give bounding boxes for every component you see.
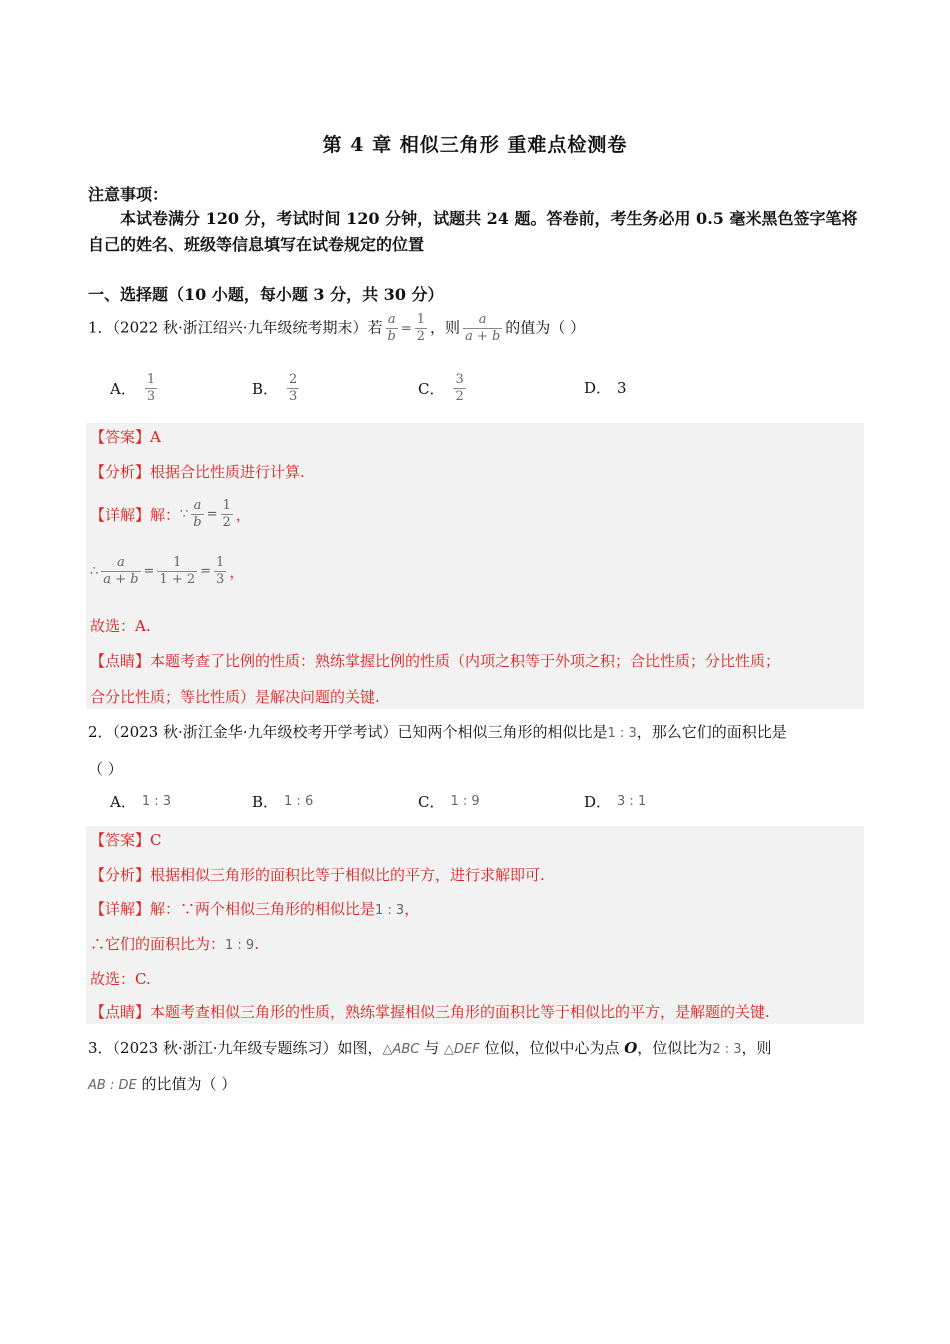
q1-d2-equals-2: =	[200, 563, 212, 579]
q2-option-b[interactable]	[252, 788, 313, 816]
q1-d2-den1: a + b	[103, 572, 139, 587]
q2-choose: 故选：C.	[90, 970, 151, 988]
q1-detail-num-a: a	[193, 498, 202, 513]
q2-option-d-value: 3 : 1	[617, 794, 647, 809]
q1-stem-prefix: 1．（2022 秋·浙江绍兴·九年级统考期末）若	[88, 318, 383, 337]
q1-cond-rden: 2	[416, 329, 426, 344]
q2-stem-tail: ，那么它们的面积比是	[636, 723, 787, 741]
q1-d2-fraction-2	[157, 555, 197, 588]
q1-expr-num: a	[478, 312, 487, 327]
q2-answer-panel	[86, 826, 864, 1024]
notice-heading: 注意事项：	[88, 185, 169, 204]
q1-option-b-num: 2	[289, 372, 298, 387]
q1-detail-comma: ，	[235, 505, 251, 524]
q3-stem-end: ，则	[741, 1039, 772, 1057]
q2-option-b-label: B．	[252, 793, 279, 811]
q1-d2-fraction-1	[101, 555, 140, 588]
question-1-stem	[88, 312, 864, 345]
q1-option-d[interactable]	[584, 374, 627, 402]
q2-answer: 【答案】C	[90, 831, 162, 849]
q1-expr-fraction	[463, 312, 502, 345]
question-3-stem-line2	[88, 1070, 864, 1100]
q1-analysis: 【分析】根据合比性质进行计算.	[90, 463, 305, 481]
q1-detail-num-1: 1	[222, 498, 231, 513]
page-title: 第 4 章 相似三角形 重难点检测卷	[322, 134, 628, 156]
q1-option-b-fraction	[287, 372, 299, 405]
q2-option-d-label: D．	[584, 793, 612, 811]
q2-detail-end: ，	[404, 900, 420, 918]
q3-stem-tail: 的比值为（ ）	[136, 1075, 237, 1093]
q2-area-prefix: ∴它们的面积比为：	[90, 935, 226, 953]
q1-option-c-fraction	[453, 372, 465, 405]
q1-stem-mid: ，则	[430, 318, 461, 337]
q2-option-c-value: 1 : 9	[450, 794, 480, 809]
q1-d2-num1: a	[117, 555, 125, 570]
q2-option-a-value: 1 : 3	[141, 794, 172, 809]
q1-because-symbol: ∵	[180, 506, 189, 522]
q1-option-a-label: A．	[110, 379, 136, 398]
q1-option-a-fraction	[145, 372, 157, 405]
q3-stem-prefix: 3．（2023 秋·浙江·九年级专题练习）如图，	[88, 1039, 383, 1057]
q1-detail-line1	[90, 498, 860, 531]
q2-comment: 【点睛】本题考查相似三角形的性质，熟练掌握相似三角形的面积比等于相似比的平方，是解题的关键.	[90, 1003, 770, 1021]
q1-answer: 【答案】A	[90, 428, 161, 446]
q1-d2-num2: 1	[173, 555, 182, 570]
q2-detail	[90, 898, 860, 922]
q3-with: 与	[419, 1039, 444, 1057]
question-3-stem	[88, 1034, 864, 1064]
q1-d2-fraction-3	[214, 555, 226, 588]
q1-option-b-den: 3	[289, 389, 298, 404]
q2-option-b-value: 1 : 6	[284, 794, 314, 809]
q1-choose: 故选：A.	[90, 617, 151, 635]
q2-ratio: 1 : 3	[607, 726, 637, 741]
q3-ratio: 2 : 3	[712, 1042, 742, 1057]
q3-center-point: O	[624, 1039, 638, 1057]
q2-stem-text: 2．（2023 秋·浙江金华·九年级校考开学考试）已知两个相似三角形的相似比是	[88, 723, 608, 741]
q1-detail-prefix: 【详解】解：	[90, 505, 181, 524]
q1-detail-fraction-ab	[191, 498, 203, 531]
q1-detail-line2	[90, 555, 860, 588]
q2-area-ratio: 1 : 9	[225, 938, 255, 953]
q2-option-a-label: A．	[110, 793, 136, 811]
q1-option-c-den: 2	[455, 389, 464, 404]
q2-area	[90, 933, 860, 957]
q2-option-a[interactable]	[110, 788, 171, 816]
q1-comment-line1: 【点睛】本题考查了比例的性质：熟练掌握比例的性质（内项之积等于外项之积；合比性质；分比性质；	[90, 652, 781, 670]
q1-therefore-symbol: ∴	[90, 563, 99, 579]
q3-triangle-def: △DEF	[443, 1042, 480, 1057]
q1-cond-fraction	[386, 312, 398, 345]
q1-option-a-den: 3	[146, 389, 156, 404]
q1-cond-num: a	[387, 312, 396, 327]
section-heading-choice: 一、选择题（10 小题，每小题 3 分，共 30 分）	[88, 285, 444, 304]
q1-option-c-label: C．	[418, 379, 445, 398]
q3-segment-ratio: AB : DE	[88, 1078, 137, 1093]
q3-stem-mid2: ，位似比为	[637, 1039, 713, 1057]
q1-cond-rnum: 1	[416, 312, 426, 327]
q1-comment-line2: 合分比性质；等比性质）是解决问题的关键.	[90, 688, 380, 706]
q2-option-c-label: C．	[418, 793, 445, 811]
q1-detail-den-b: b	[193, 515, 202, 530]
q1-option-c-num: 3	[455, 372, 464, 387]
q2-option-d[interactable]	[584, 788, 646, 816]
q3-triangle-abc: △ABC	[382, 1042, 420, 1057]
q2-analysis: 【分析】根据相似三角形的面积比等于相似比的平方，进行求解即可.	[90, 866, 545, 884]
q2-area-end: .	[254, 935, 259, 953]
q1-detail-den-2: 2	[222, 515, 231, 530]
q1-option-d-value: 3	[617, 379, 627, 397]
q2-option-c[interactable]	[418, 788, 480, 816]
q1-expr-den: a + b	[465, 329, 501, 344]
q3-stem-mid: 位似，位似中心为点	[479, 1039, 625, 1057]
q1-d2-num3: 1	[216, 555, 225, 570]
q2-paren: （ ）	[88, 760, 123, 778]
q1-cond-den: b	[387, 329, 396, 344]
q1-equals: =	[400, 321, 412, 337]
q1-option-b[interactable]	[252, 372, 302, 405]
q1-stem-suffix: 的值为（ ）	[505, 318, 586, 337]
q1-d2-equals-1: =	[143, 563, 155, 579]
question-2-stem	[88, 718, 864, 748]
q1-detail-equals: =	[206, 506, 218, 522]
q1-detail-fraction-half	[221, 498, 233, 531]
q2-detail-text: 【详解】解：∵两个相似三角形的相似比是	[90, 900, 376, 918]
q2-detail-ratio: 1 : 3	[375, 903, 405, 918]
q1-option-d-label: D．	[584, 379, 612, 397]
q1-cond-rhs-fraction	[415, 312, 427, 345]
q1-d2-den2: 1 + 2	[159, 572, 196, 587]
q1-d2-end: ，	[229, 562, 245, 581]
q1-option-a-num: 1	[146, 372, 156, 387]
q1-option-c[interactable]	[418, 372, 469, 405]
notice-body: 本试卷满分 120 分，考试时间 120 分钟，试题共 24 题。答卷前，考生务必用 0.5 毫米黑色签字笔将自己的姓名、班级等信息填写在试卷规定的位置	[88, 209, 858, 254]
q1-d2-den3: 3	[216, 572, 225, 587]
q1-option-a[interactable]	[110, 372, 160, 405]
q1-option-b-label: B．	[252, 379, 279, 398]
